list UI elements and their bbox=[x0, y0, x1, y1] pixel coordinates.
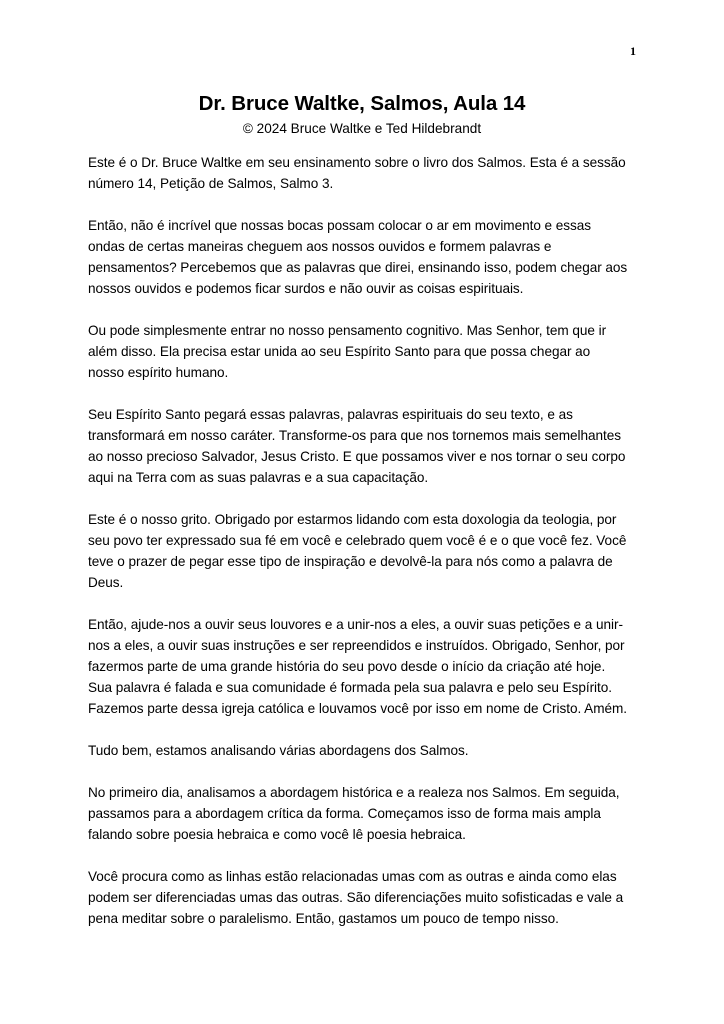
copyright-line: © 2024 Bruce Waltke e Ted Hildebrandt bbox=[242, 121, 482, 136]
paragraph: Ou pode simplesmente entrar no nosso pensamento cognitivo. Mas Senhor, tem que ir além disso. Ela precisa estar unida ao seu Espírito Santo para que possa chegar ao nosso espírito humano. bbox=[88, 323, 607, 380]
paragraph: Você procura como as linhas estão relacionadas umas com as outras e ainda como elas podem ser diferenciadas umas das outras. São diferenciações muito sofisticadas e vale a pena meditar sobre o paralelismo. Então, gastamos um pouco de tempo nisso. bbox=[88, 869, 624, 926]
paragraph: Então, não é incrível que nossas bocas possam colocar o ar em movimento e essas ondas de certas maneiras cheguem aos nossos ouvidos e formem palavras e pensamentos? Percebemos que as palavras que direi, ensinando isso, podem chegar aos nossos ouvidos e podemos ficar surdos e não ouvir as coisas espirituais. bbox=[88, 218, 628, 296]
paragraph: Então, ajude-nos a ouvir seus louvores e a unir-nos a eles, a ouvir suas petições e a unir-nos a eles, a ouvir suas instruções e ser repreendidos e instruídos. Obrigado, Senhor, por fazermos parte de uma grande história do seu povo desde o início da criação até hoje. Sua palavra é falada e sua comunidade é formada pela sua palavra e pelo seu Espírito. Fazemos parte dessa igreja católica e louvamos você por isso em nome de Cristo. Amém. bbox=[88, 617, 627, 716]
paragraph: Tudo bem, estamos analisando várias abordagens dos Salmos. bbox=[88, 743, 469, 758]
paragraph: Este é o nosso grito. Obrigado por estarmos lidando com esta doxologia da teologia, por seu povo ter expressado sua fé em você e celebrado quem você é e o que você fez. Você teve o prazer de pegar esse tipo de inspiração e devolvê-la para nós como a palavra de Deus. bbox=[88, 512, 627, 590]
paragraph: No primeiro dia, analisamos a abordagem histórica e a realeza nos Salmos. Em seguida, passamos para a abordagem crítica da forma. Começamos isso de forma mais ampla falando sobre poesia hebraica e como você lê poesia hebraica. bbox=[88, 785, 620, 842]
document-title: Dr. Bruce Waltke, Salmos, Aula 14 bbox=[198, 92, 526, 115]
paragraph: Este é o Dr. Bruce Waltke em seu ensinamento sobre o livro dos Salmos. Esta é a sessão número 14, Petição de Salmos, Salmo 3. bbox=[88, 155, 626, 191]
page-number: 1 bbox=[630, 44, 636, 58]
paragraph: Seu Espírito Santo pegará essas palavras, palavras espirituais do seu texto, e as transformará em nosso caráter. Transforme-os para que nos tornemos mais semelhantes ao nosso precioso Salvador, Jesus Cristo. E que possamos viver e nos tornar o seu corpo aqui na Terra com as suas palavras e a sua capacitação. bbox=[88, 407, 626, 485]
document-body bbox=[88, 152, 628, 950]
